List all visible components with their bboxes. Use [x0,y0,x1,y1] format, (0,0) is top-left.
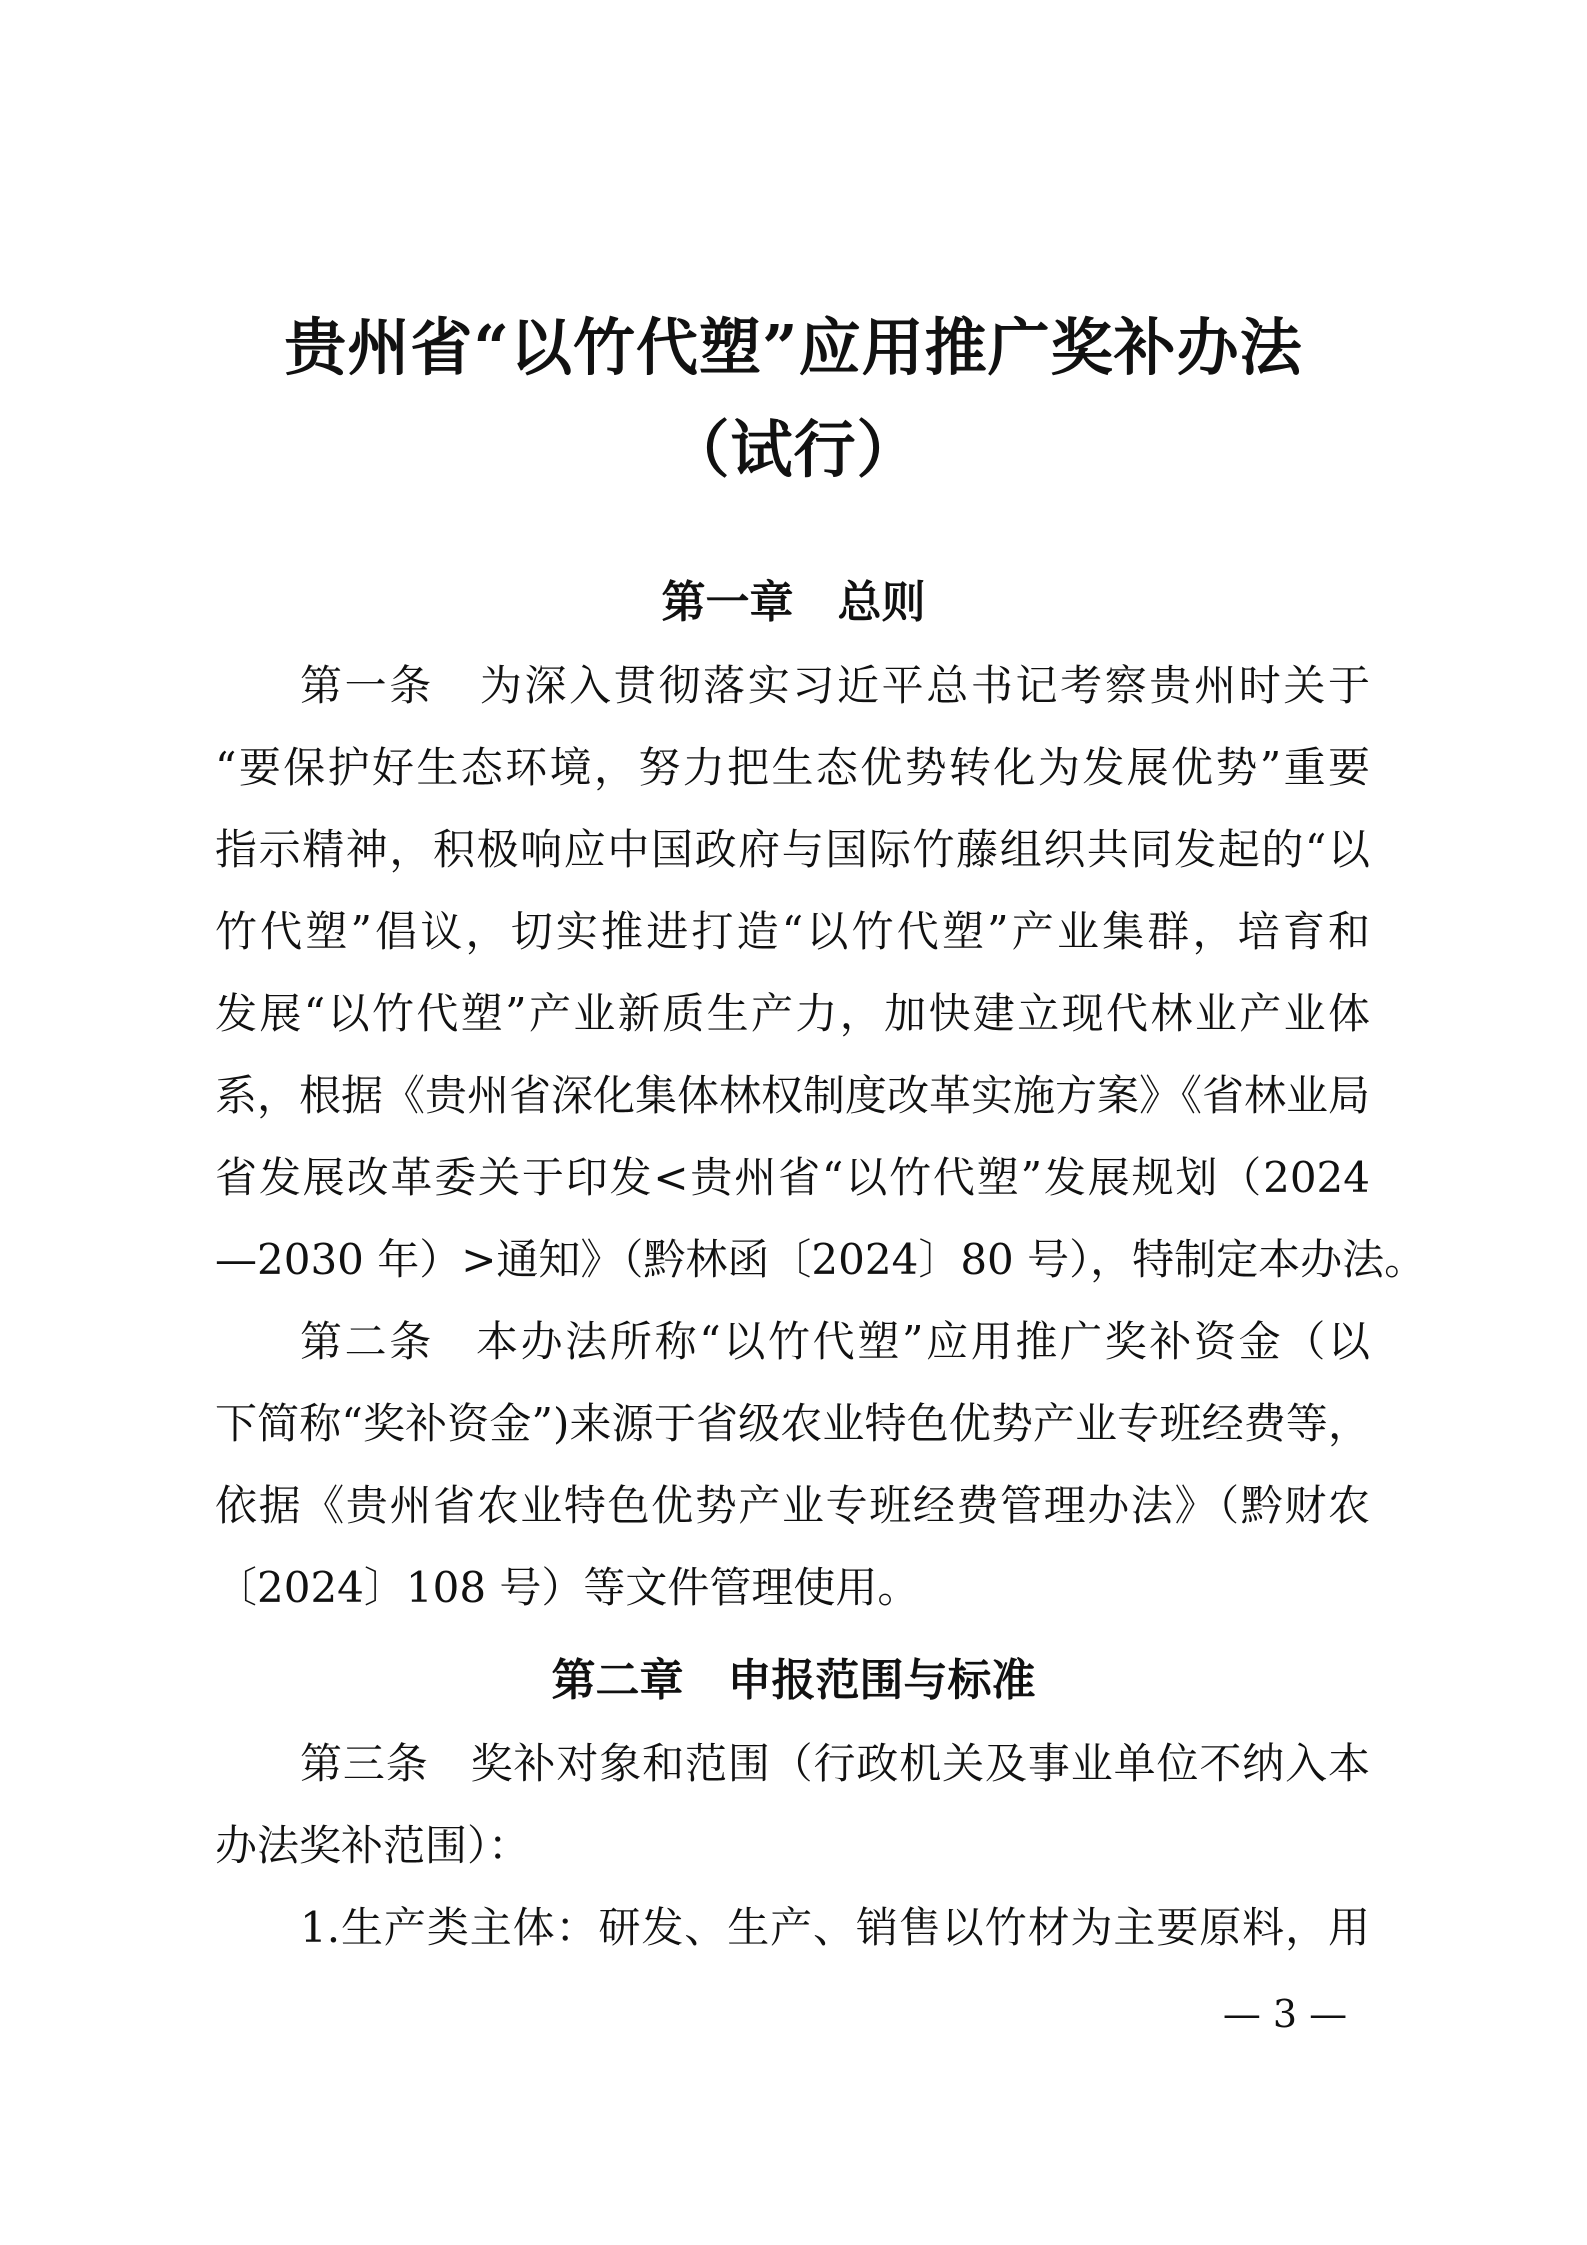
document-title: 贵州省“以竹代塑”应用推广奖补办法 [284,311,1303,384]
chapter-2-name: 申报范围与标准 [727,1655,1036,1706]
article-2-label: 第二条 [300,1317,434,1366]
article-1-line-8: —2030 年）>通知》（黔林函〔2024〕80 号），特制定本办法。 [215,1235,1427,1284]
article-1-text: 为深入贯彻落实习近平总书记考察贵州时关于 [479,661,1370,710]
chapter-1-heading [0,566,1587,630]
article-1-line-2: “要保护好生态环境，努力把生态优势转化为发展优势”重要 [215,743,1370,792]
article-2-line-1 [300,1314,1370,1370]
chapter-2-number: 第二章 [551,1655,684,1706]
chapter-1-number: 第一章 [661,577,794,628]
chapter-2-heading [0,1644,1587,1708]
article-1-label: 第一条 [300,661,434,710]
article-1-line-1 [300,658,1370,714]
article-3-text: 奖补对象和范围（行政机关及事业单位不纳入本 [470,1739,1370,1788]
article-2-line-3: 依据《贵州省农业特色优势产业专班经费管理办法》（黔财农 [215,1481,1370,1530]
article-2-line-2: 下简称“奖补资金”)来源于省级农业特色优势产业专班经费等， [215,1399,1370,1448]
chapter-1-name: 总则 [837,577,926,628]
article-1-line-7: 省发展改革委关于印发<贵州省“以竹代塑”发展规划（2024 [215,1153,1370,1202]
page-number: — 3 — [1222,1992,1348,2036]
document-subtitle: （试行） [667,413,920,486]
article-3-line-1 [300,1736,1370,1792]
article-2-line-4: 〔2024〕108 号）等文件管理使用。 [215,1563,920,1612]
article-2-text: 本办法所称“以竹代塑”应用推广奖补资金（以 [475,1317,1370,1366]
article-3-label: 第三条 [300,1739,429,1788]
article-1-line-6: 系，根据《贵州省深化集体林权制度改革实施方案》《省林业局 [215,1071,1371,1120]
article-3-line-2: 办法奖补范围）： [215,1821,531,1870]
item-1-line-1: 1.生产类主体：研发、生产、销售以竹材为主要原料，用 [300,1903,1370,1952]
article-1-line-3: 指示精神，积极响应中国政府与国际竹藤组织共同发起的“以 [215,825,1370,874]
article-1-line-4: 竹代塑”倡议，切实推进打造“以竹代塑”产业集群，培育和 [215,907,1370,956]
article-1-line-5: 发展“以竹代塑”产业新质生产力，加快建立现代林业产业体 [215,989,1370,1038]
